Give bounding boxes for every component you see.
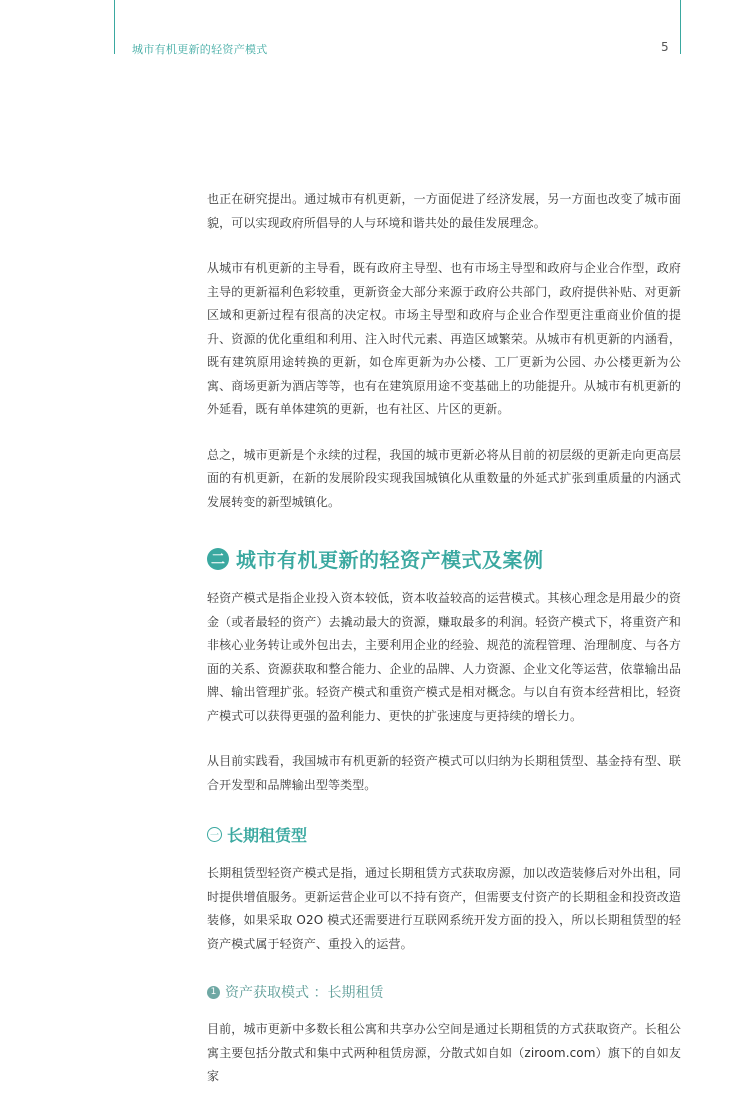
body-paragraph: 从城市有机更新的主导看，既有政府主导型、也有市场主导型和政府与企业合作型，政府主导的更新福利色彩较重，更新资金大部分来源于政府公共部门，政府提供补贴、对更新区域和更新过程有很高的决定权。市场主导型和政府与企业合作型更注重商业价值的提升、资源的优化重组和利用、注入时代元素、再造区域繁荣。从城市有机更新的内涵看，既有建筑原用途转换的更新，如仓库更新为办公楼、工厂更新为公园、办公楼更新为公寓、商场更新为酒店等等，也有在建筑原用途不变基础上的功能提升。从城市有机更新的外延看，既有单体建筑的更新，也有社区、片区的更新。 bbox=[207, 261, 681, 416]
section-number-badge: 二 bbox=[207, 548, 229, 570]
subsection-title: 长期租赁型 bbox=[227, 826, 308, 845]
body-paragraph: 目前，城市更新中多数长租公寓和共享办公空间是通过长期租赁的方式获取资产。长租公寓主要包括分散式和集中式两种租赁房源，分散式如自如（ziroom.com）旗下的自如友家 bbox=[207, 1022, 681, 1083]
subsubsection-title: 资产获取模式 ：长期租赁 bbox=[225, 985, 384, 1001]
body-paragraph: 轻资产模式是指企业投入资本较低，资本收益较高的运营模式。其核心理念是用最少的资金（或者最轻的资产）去撬动最大的资源，赚取最多的利润。轻资产模式下，将重资产和非核心业务转让或外包出去，主要利用企业的经验、规范的流程管理、治理制度、与各方面的关系、资源获取和整合能力、企业的品牌、人力资源、企业文化等运营，依靠输出品牌、输出管理扩张。轻资产模式和重资产模式是相对概念。与以自有资本经营相比，轻资产模式可以获得更强的盈利能力、更快的扩张速度与更持续的增长力。 bbox=[207, 591, 681, 723]
running-header-title: 城市有机更新的轻资产模式 bbox=[132, 43, 268, 56]
body-paragraph: 总之，城市更新是个永续的过程，我国的城市更新必将从目前的初层级的更新走向更高层面的有机更新，在新的发展阶段实现我国城镇化从重数量的外延式扩张到重质量的内涵式发展转变的新型城镇化。 bbox=[207, 447, 681, 509]
body-paragraph: 长期租赁型轻资产模式是指，通过长期租赁方式获取房源，加以改造装修后对外出租，同时提供增值服务。更新运营企业可以不持有资产，但需要支付资产的长期租金和投资改造装修，如果采取 O2O 模式还需要进行互联网系统开发方面的投入，所以长期租赁型的轻资产模式属于轻资产、重投入的运营。 bbox=[207, 866, 681, 951]
subsection-heading bbox=[207, 823, 681, 846]
section-title: 城市有机更新的轻资产模式及案例 bbox=[236, 548, 544, 572]
section-heading bbox=[207, 544, 681, 573]
header-rule-left bbox=[114, 0, 115, 54]
subsubsection-number-badge: 1 bbox=[207, 986, 220, 999]
header-rule-right bbox=[680, 0, 681, 54]
body-paragraph: 从目前实践看，我国城市有机更新的轻资产模式可以归纳为长期租赁型、基金持有型、联合开发型和品牌输出型等类型。 bbox=[207, 754, 681, 792]
body-paragraph: 也正在研究提出。通过城市有机更新，一方面促进了经济发展，另一方面也改变了城市面貌，可以实现政府所倡导的人与环境和谐共处的最佳发展理念。 bbox=[207, 192, 681, 230]
subsubsection-heading bbox=[207, 982, 681, 1002]
subsection-number-badge: 一 bbox=[207, 827, 222, 842]
page-body bbox=[207, 188, 681, 1111]
page-number: 5 bbox=[661, 40, 669, 54]
